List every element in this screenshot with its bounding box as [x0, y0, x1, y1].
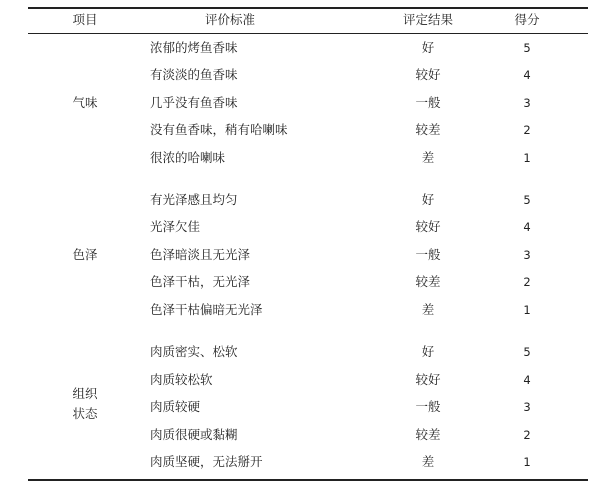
result-cell: 较差 [415, 274, 441, 289]
score-cell: 5 [523, 345, 531, 359]
criteria-cell: 有光泽感且均匀 [150, 192, 238, 207]
header-result: 评定结果 [402, 12, 453, 27]
header-item: 项目 [72, 12, 98, 27]
criteria-cell: 浓郁的烤鱼香味 [150, 40, 238, 55]
score-cell: 1 [523, 455, 531, 469]
criteria-cell: 肉质密实、松软 [150, 344, 238, 359]
score-cell: 1 [523, 151, 531, 165]
result-cell: 较差 [415, 427, 441, 442]
criteria-cell: 肉质很硬或黏糊 [150, 427, 238, 442]
result-cell: 较好 [415, 219, 441, 234]
criteria-cell: 肉质坚硬，无法掰开 [150, 454, 263, 469]
score-cell: 4 [523, 373, 531, 387]
score-cell: 1 [523, 303, 531, 317]
score-cell: 3 [523, 400, 531, 414]
criteria-cell: 色泽干枯偏暗无光泽 [150, 302, 263, 317]
group-label-color: 色泽 [72, 247, 98, 262]
rule-bottom [28, 479, 588, 481]
score-cell: 2 [523, 123, 531, 137]
rule-header-bottom [28, 33, 588, 34]
result-cell: 一般 [415, 247, 441, 262]
result-cell: 好 [421, 40, 435, 55]
score-cell: 5 [523, 41, 531, 55]
result-cell: 较好 [415, 67, 441, 82]
result-cell: 一般 [415, 95, 441, 110]
result-cell: 差 [421, 302, 435, 317]
rule-top [28, 7, 588, 9]
score-cell: 2 [523, 428, 531, 442]
score-cell: 3 [523, 96, 531, 110]
group-label-texture [60, 384, 110, 424]
group-label-line: 状态 [72, 406, 98, 421]
score-cell: 4 [523, 220, 531, 234]
criteria-cell: 没有鱼香味，稍有哈喇味 [150, 122, 288, 137]
group-label-line: 组织 [72, 386, 98, 401]
result-cell: 一般 [415, 399, 441, 414]
result-cell: 较差 [415, 122, 441, 137]
result-cell: 较好 [415, 372, 441, 387]
criteria-cell: 光泽欠佳 [150, 219, 201, 234]
criteria-cell: 有淡淡的鱼香味 [150, 67, 238, 82]
header-score: 得分 [514, 12, 540, 27]
criteria-cell: 很浓的哈喇味 [150, 150, 226, 165]
result-cell: 好 [421, 344, 435, 359]
result-cell: 好 [421, 192, 435, 207]
criteria-cell: 几乎没有鱼香味 [150, 95, 238, 110]
header-criteria: 评价标准 [204, 12, 255, 27]
result-cell: 差 [421, 150, 435, 165]
score-cell: 4 [523, 68, 531, 82]
score-cell: 3 [523, 248, 531, 262]
result-cell: 差 [421, 454, 435, 469]
criteria-cell: 肉质较松软 [150, 372, 213, 387]
criteria-cell: 肉质较硬 [150, 399, 201, 414]
criteria-cell: 色泽干枯，无光泽 [150, 274, 251, 289]
group-label-odor: 气味 [72, 95, 98, 110]
score-cell: 5 [523, 193, 531, 207]
criteria-cell: 色泽暗淡且无光泽 [150, 247, 251, 262]
score-cell: 2 [523, 275, 531, 289]
